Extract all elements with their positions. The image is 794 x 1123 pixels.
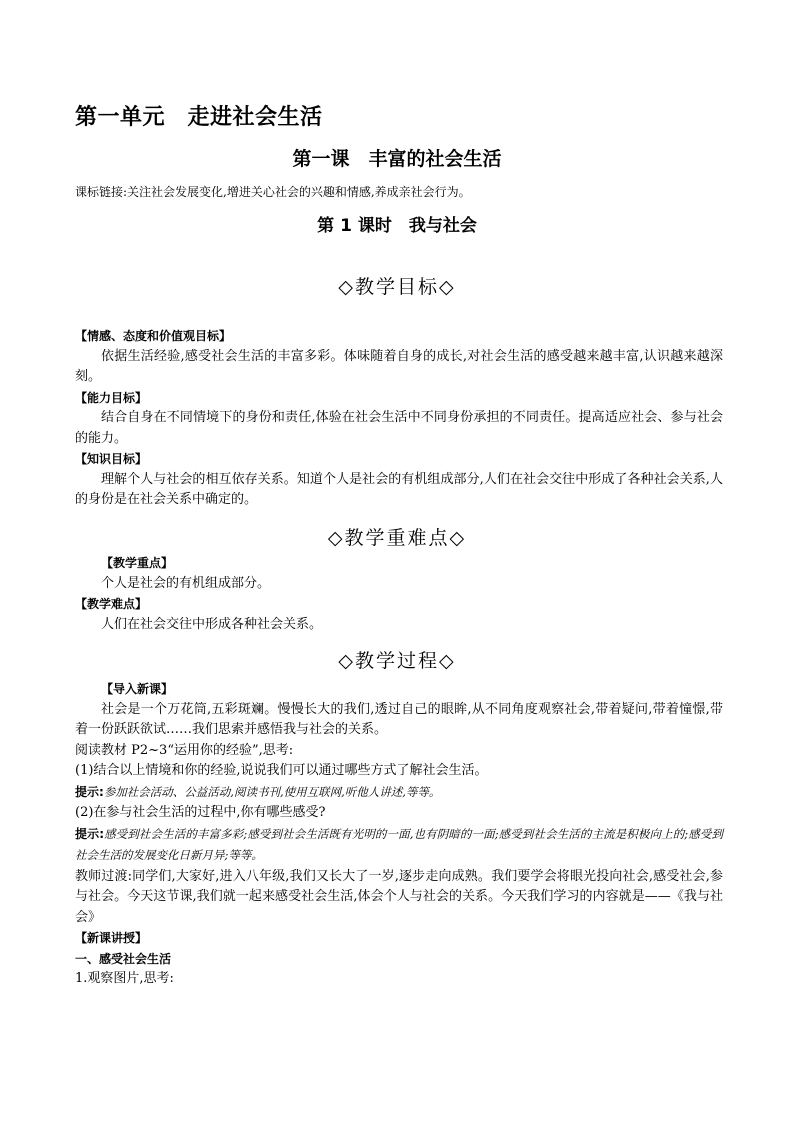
difficulty-label: 【教学难点】 (75, 597, 148, 611)
question-2: (2)在参与社会生活的过程中,你有哪些感受? (75, 805, 326, 820)
part-1-title: 一、感受社会生活 (75, 951, 172, 966)
tip-1-text: 参加社会活动、公益活动,阅读书刊,使用互联网,听他人讲述,等等。 (103, 784, 441, 799)
lesson-title: 第一课 丰富的社会生活 (292, 148, 502, 170)
teacher-transition: 教师过渡:同学们,大家好,进入八年级,我们又长大了一岁,逐步走向成熟。我们要学会将眼光投向社会,感受社会,参与社会。今天这节课,我们就一起来感受社会生活,体会个人与社会的关系。今天我们学习的内容就是——《我与社会》 (75, 868, 723, 925)
intro-text: 社会是一个万花筒,五彩斑斓。慢慢长大的我们,透过自己的眼眸,从不同角度观察社会,带着疑问,带着憧憬,带着一份跃跃欲试……我们思索并感悟我与社会的关系。 (75, 701, 723, 737)
focus-label: 【教学重点】 (101, 556, 174, 570)
section-heading-process: ◇教学过程◇ (338, 650, 456, 672)
objectives-block (75, 326, 723, 511)
tip-2-text: 感受到社会生活的丰富多彩;感受到社会生活既有光明的一面,也有阴暗的一面;感受到社会生活的主流是积极向上的;感受到社会生活的发展变化日新月异;等等。 (75, 826, 723, 862)
key-points-block (75, 553, 723, 635)
part-1-question-1: 1.观察图片,思考: (75, 971, 174, 986)
ability-text: 结合自身在不同情境下的身份和责任,体验在社会生活中不同身份承担的不同责任。提高适应社会、参与社会的能力。 (75, 410, 723, 446)
period-title: 第 1 课时 我与社会 (317, 216, 477, 236)
knowledge-label: 【知识目标】 (75, 452, 148, 466)
tip-2-label: 提示: (75, 826, 105, 841)
tip-1 (75, 782, 723, 804)
curriculum-link: 课标链接:关注社会发展变化,增进关心社会的兴趣和情感,养成亲社会行为。 (75, 185, 471, 199)
new-lesson-label: 【新课讲授】 (75, 931, 148, 945)
intro-label: 【导入新课】 (101, 682, 174, 696)
process-block (75, 679, 723, 990)
emotion-text: 依据生活经验,感受社会生活的丰富多彩。体味随着自身的成长,对社会生活的感受越来越丰富,认识越来越深刻。 (75, 348, 723, 384)
difficulty-text: 人们在社会交往中形成各种社会关系。 (101, 616, 323, 632)
emotion-label: 【情感、态度和价值观目标】 (75, 329, 232, 343)
tip-1-label: 提示: (75, 784, 104, 799)
unit-title: 第一单元 走进社会生活 (75, 105, 323, 130)
section-heading-key-points: ◇教学重难点◇ (327, 527, 467, 549)
section-heading-objectives: ◇教学目标◇ (338, 276, 456, 298)
question-1: (1)结合以上情境和你的经验,说说我们可以通过哪些方式了解社会生活。 (75, 763, 488, 778)
ability-label: 【能力目标】 (75, 390, 148, 405)
focus-text: 个人是社会的有机组成部分。 (101, 575, 271, 591)
knowledge-text: 理解个人与社会的相互依存关系。知道个人是社会的有机组成部分,人们在社会交往中形成了各种社会关系,人的身份是在社会关系中确定的。 (75, 471, 723, 507)
tip-2 (75, 824, 723, 867)
read-instruction: 阅读教材 P2~3“运用你的经验”,思考: (75, 742, 294, 758)
